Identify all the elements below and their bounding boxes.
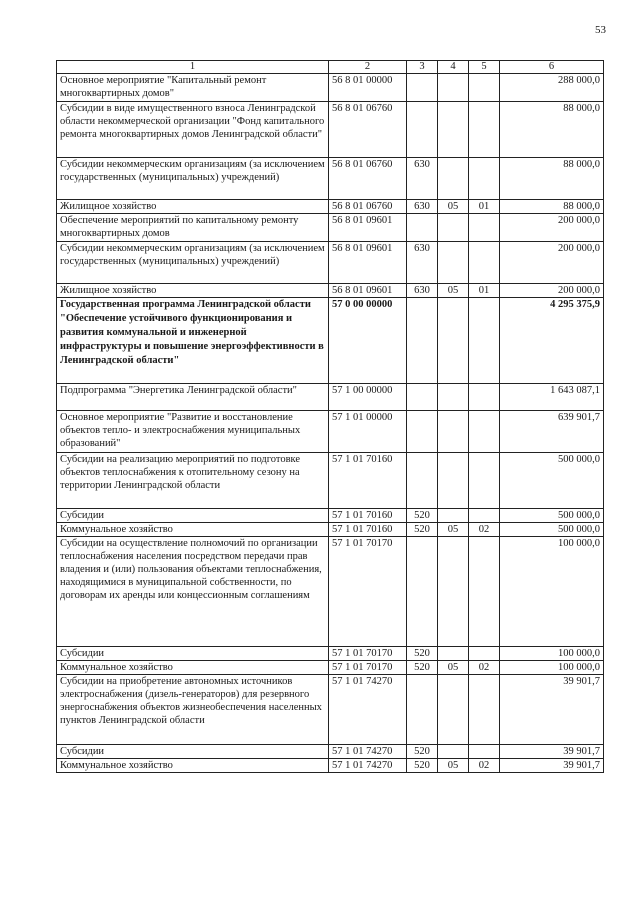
row-name-cell: Основное мероприятие "Развитие и восстановление объектов тепло- и электроснабжения муниципальных образований" <box>57 411 329 453</box>
row-name-cell: Субсидии на приобретение автономных источников электроснабжения (дизель-генераторов) для резервного энергоснабжения объектов жизнеобеспечения населенных пунктов Ленинградской области <box>57 675 329 745</box>
row-pr-cell: 01 <box>469 200 500 214</box>
row-code-cell: 57 1 01 70170 <box>329 647 407 661</box>
row-name-cell: Субсидии на реализацию мероприятий по подготовке объектов теплоснабжения к отопительному сезону на территории Ленинградской области <box>57 453 329 509</box>
table-row <box>57 675 604 745</box>
row-code-cell: 56 8 01 00000 <box>329 74 407 102</box>
row-pr-cell: 02 <box>469 661 500 675</box>
row-vr-cell <box>407 384 438 411</box>
column-header: 1 <box>57 61 329 74</box>
column-header: 5 <box>469 61 500 74</box>
row-code-cell: 57 1 01 74270 <box>329 745 407 759</box>
row-pr-cell: 01 <box>469 284 500 298</box>
row-sum-cell: 39 901,7 <box>500 759 604 773</box>
table-row <box>57 745 604 759</box>
row-code-cell: 57 1 01 70170 <box>329 537 407 647</box>
row-rz-cell: 05 <box>438 200 469 214</box>
row-code-cell: 56 8 01 09601 <box>329 214 407 242</box>
row-sum-cell: 200 000,0 <box>500 214 604 242</box>
row-code-cell: 57 1 01 70160 <box>329 453 407 509</box>
row-rz-cell <box>438 298 469 384</box>
row-name-cell: Основное мероприятие "Капитальный ремонт многоквартирных домов" <box>57 74 329 102</box>
row-vr-cell <box>407 675 438 745</box>
row-vr-cell: 630 <box>407 158 438 200</box>
row-sum-cell: 100 000,0 <box>500 537 604 647</box>
row-sum-cell: 200 000,0 <box>500 284 604 298</box>
row-rz-cell <box>438 745 469 759</box>
row-pr-cell: 02 <box>469 759 500 773</box>
table-row <box>57 384 604 411</box>
row-sum-cell: 500 000,0 <box>500 509 604 523</box>
row-rz-cell: 05 <box>438 523 469 537</box>
row-rz-cell <box>438 242 469 284</box>
row-name-cell: Субсидии <box>57 509 329 523</box>
row-name-cell: Субсидии некоммерческим организациям (за исключением государственных (муниципальных) учреждений) <box>57 242 329 284</box>
row-sum-cell: 88 000,0 <box>500 200 604 214</box>
row-code-cell: 57 1 01 00000 <box>329 411 407 453</box>
row-pr-cell <box>469 453 500 509</box>
row-sum-cell: 200 000,0 <box>500 242 604 284</box>
row-code-cell: 57 1 01 70160 <box>329 509 407 523</box>
page-number: 53 <box>595 24 606 36</box>
row-vr-cell: 520 <box>407 745 438 759</box>
row-rz-cell: 05 <box>438 284 469 298</box>
row-name-cell: Субсидии на осуществление полномочий по организации теплоснабжения населения посредством передачи прав владения и (или) пользования объектами теплоснабжения, находящимися в муниципальной собственности, по договорам их аренды или концессионным соглашениям <box>57 537 329 647</box>
row-pr-cell <box>469 647 500 661</box>
table-row <box>57 214 604 242</box>
row-sum-cell: 500 000,0 <box>500 523 604 537</box>
row-code-cell: 56 8 01 06760 <box>329 200 407 214</box>
row-pr-cell <box>469 384 500 411</box>
row-rz-cell <box>438 384 469 411</box>
row-pr-cell <box>469 509 500 523</box>
row-code-cell: 57 1 01 74270 <box>329 759 407 773</box>
table-row <box>57 647 604 661</box>
budget-table <box>56 60 604 773</box>
column-header: 6 <box>500 61 604 74</box>
column-header: 2 <box>329 61 407 74</box>
row-sum-cell: 88 000,0 <box>500 102 604 158</box>
row-rz-cell <box>438 675 469 745</box>
row-name-cell: Субсидии в виде имущественного взноса Ленинградской области некоммерческой организации "Фонд капитального ремонта многоквартирных домов Ленинградской области" <box>57 102 329 158</box>
table-row <box>57 537 604 647</box>
row-sum-cell: 4 295 375,9 <box>500 298 604 384</box>
row-rz-cell <box>438 411 469 453</box>
row-pr-cell <box>469 411 500 453</box>
row-vr-cell: 520 <box>407 509 438 523</box>
table-row <box>57 523 604 537</box>
row-name-cell: Субсидии <box>57 647 329 661</box>
row-pr-cell <box>469 102 500 158</box>
row-code-cell: 57 1 01 70160 <box>329 523 407 537</box>
row-vr-cell <box>407 214 438 242</box>
row-vr-cell: 630 <box>407 200 438 214</box>
table-row <box>57 242 604 284</box>
row-sum-cell: 639 901,7 <box>500 411 604 453</box>
row-name-cell: Обеспечение мероприятий по капитальному ремонту многоквартирных домов <box>57 214 329 242</box>
row-code-cell: 57 1 00 00000 <box>329 384 407 411</box>
row-pr-cell <box>469 214 500 242</box>
row-vr-cell <box>407 411 438 453</box>
row-name-cell: Коммунальное хозяйство <box>57 759 329 773</box>
row-code-cell: 56 8 01 09601 <box>329 284 407 298</box>
row-rz-cell: 05 <box>438 759 469 773</box>
row-pr-cell <box>469 298 500 384</box>
row-name-cell: Жилищное хозяйство <box>57 200 329 214</box>
row-pr-cell <box>469 675 500 745</box>
row-code-cell: 56 8 01 06760 <box>329 158 407 200</box>
table-row <box>57 200 604 214</box>
row-code-cell: 56 8 01 06760 <box>329 102 407 158</box>
row-name-cell: Субсидии некоммерческим организациям (за исключением государственных (муниципальных) учреждений) <box>57 158 329 200</box>
table-row <box>57 509 604 523</box>
table-row <box>57 411 604 453</box>
row-sum-cell: 88 000,0 <box>500 158 604 200</box>
row-vr-cell: 630 <box>407 242 438 284</box>
row-vr-cell <box>407 298 438 384</box>
header-row <box>57 61 604 74</box>
row-rz-cell <box>438 74 469 102</box>
row-rz-cell <box>438 647 469 661</box>
row-code-cell: 57 0 00 00000 <box>329 298 407 384</box>
row-vr-cell: 630 <box>407 284 438 298</box>
row-name-cell: Жилищное хозяйство <box>57 284 329 298</box>
table-body <box>57 74 604 773</box>
row-sum-cell: 39 901,7 <box>500 675 604 745</box>
row-vr-cell: 520 <box>407 647 438 661</box>
row-name-cell: Коммунальное хозяйство <box>57 523 329 537</box>
row-rz-cell <box>438 102 469 158</box>
row-sum-cell: 100 000,0 <box>500 661 604 675</box>
table-row <box>57 74 604 102</box>
row-pr-cell <box>469 74 500 102</box>
row-pr-cell <box>469 158 500 200</box>
row-rz-cell <box>438 509 469 523</box>
table-row <box>57 661 604 675</box>
row-name-cell: Государственная программа Ленинградской области "Обеспечение устойчивого функционирования и развития коммунальной и инженерной инфраструктуры и повышение энергоэффективности в Ленинградской области" <box>57 298 329 384</box>
row-vr-cell <box>407 74 438 102</box>
table-row <box>57 298 604 384</box>
row-sum-cell: 1 643 087,1 <box>500 384 604 411</box>
row-name-cell: Коммунальное хозяйство <box>57 661 329 675</box>
table-row <box>57 453 604 509</box>
row-name-cell: Подпрограмма "Энергетика Ленинградской области" <box>57 384 329 411</box>
table-row <box>57 284 604 298</box>
column-header: 3 <box>407 61 438 74</box>
row-sum-cell: 39 901,7 <box>500 745 604 759</box>
table-row <box>57 158 604 200</box>
table-row <box>57 759 604 773</box>
row-rz-cell: 05 <box>438 661 469 675</box>
table-row <box>57 102 604 158</box>
row-vr-cell: 520 <box>407 661 438 675</box>
column-header: 4 <box>438 61 469 74</box>
row-vr-cell <box>407 537 438 647</box>
row-sum-cell: 100 000,0 <box>500 647 604 661</box>
row-pr-cell: 02 <box>469 523 500 537</box>
row-pr-cell <box>469 242 500 284</box>
row-sum-cell: 288 000,0 <box>500 74 604 102</box>
row-rz-cell <box>438 214 469 242</box>
row-code-cell: 56 8 01 09601 <box>329 242 407 284</box>
row-code-cell: 57 1 01 70170 <box>329 661 407 675</box>
row-vr-cell <box>407 102 438 158</box>
row-name-cell: Субсидии <box>57 745 329 759</box>
row-rz-cell <box>438 537 469 647</box>
row-rz-cell <box>438 158 469 200</box>
row-code-cell: 57 1 01 74270 <box>329 675 407 745</box>
row-pr-cell <box>469 537 500 647</box>
row-pr-cell <box>469 745 500 759</box>
row-vr-cell: 520 <box>407 523 438 537</box>
row-sum-cell: 500 000,0 <box>500 453 604 509</box>
row-vr-cell <box>407 453 438 509</box>
row-vr-cell: 520 <box>407 759 438 773</box>
row-rz-cell <box>438 453 469 509</box>
